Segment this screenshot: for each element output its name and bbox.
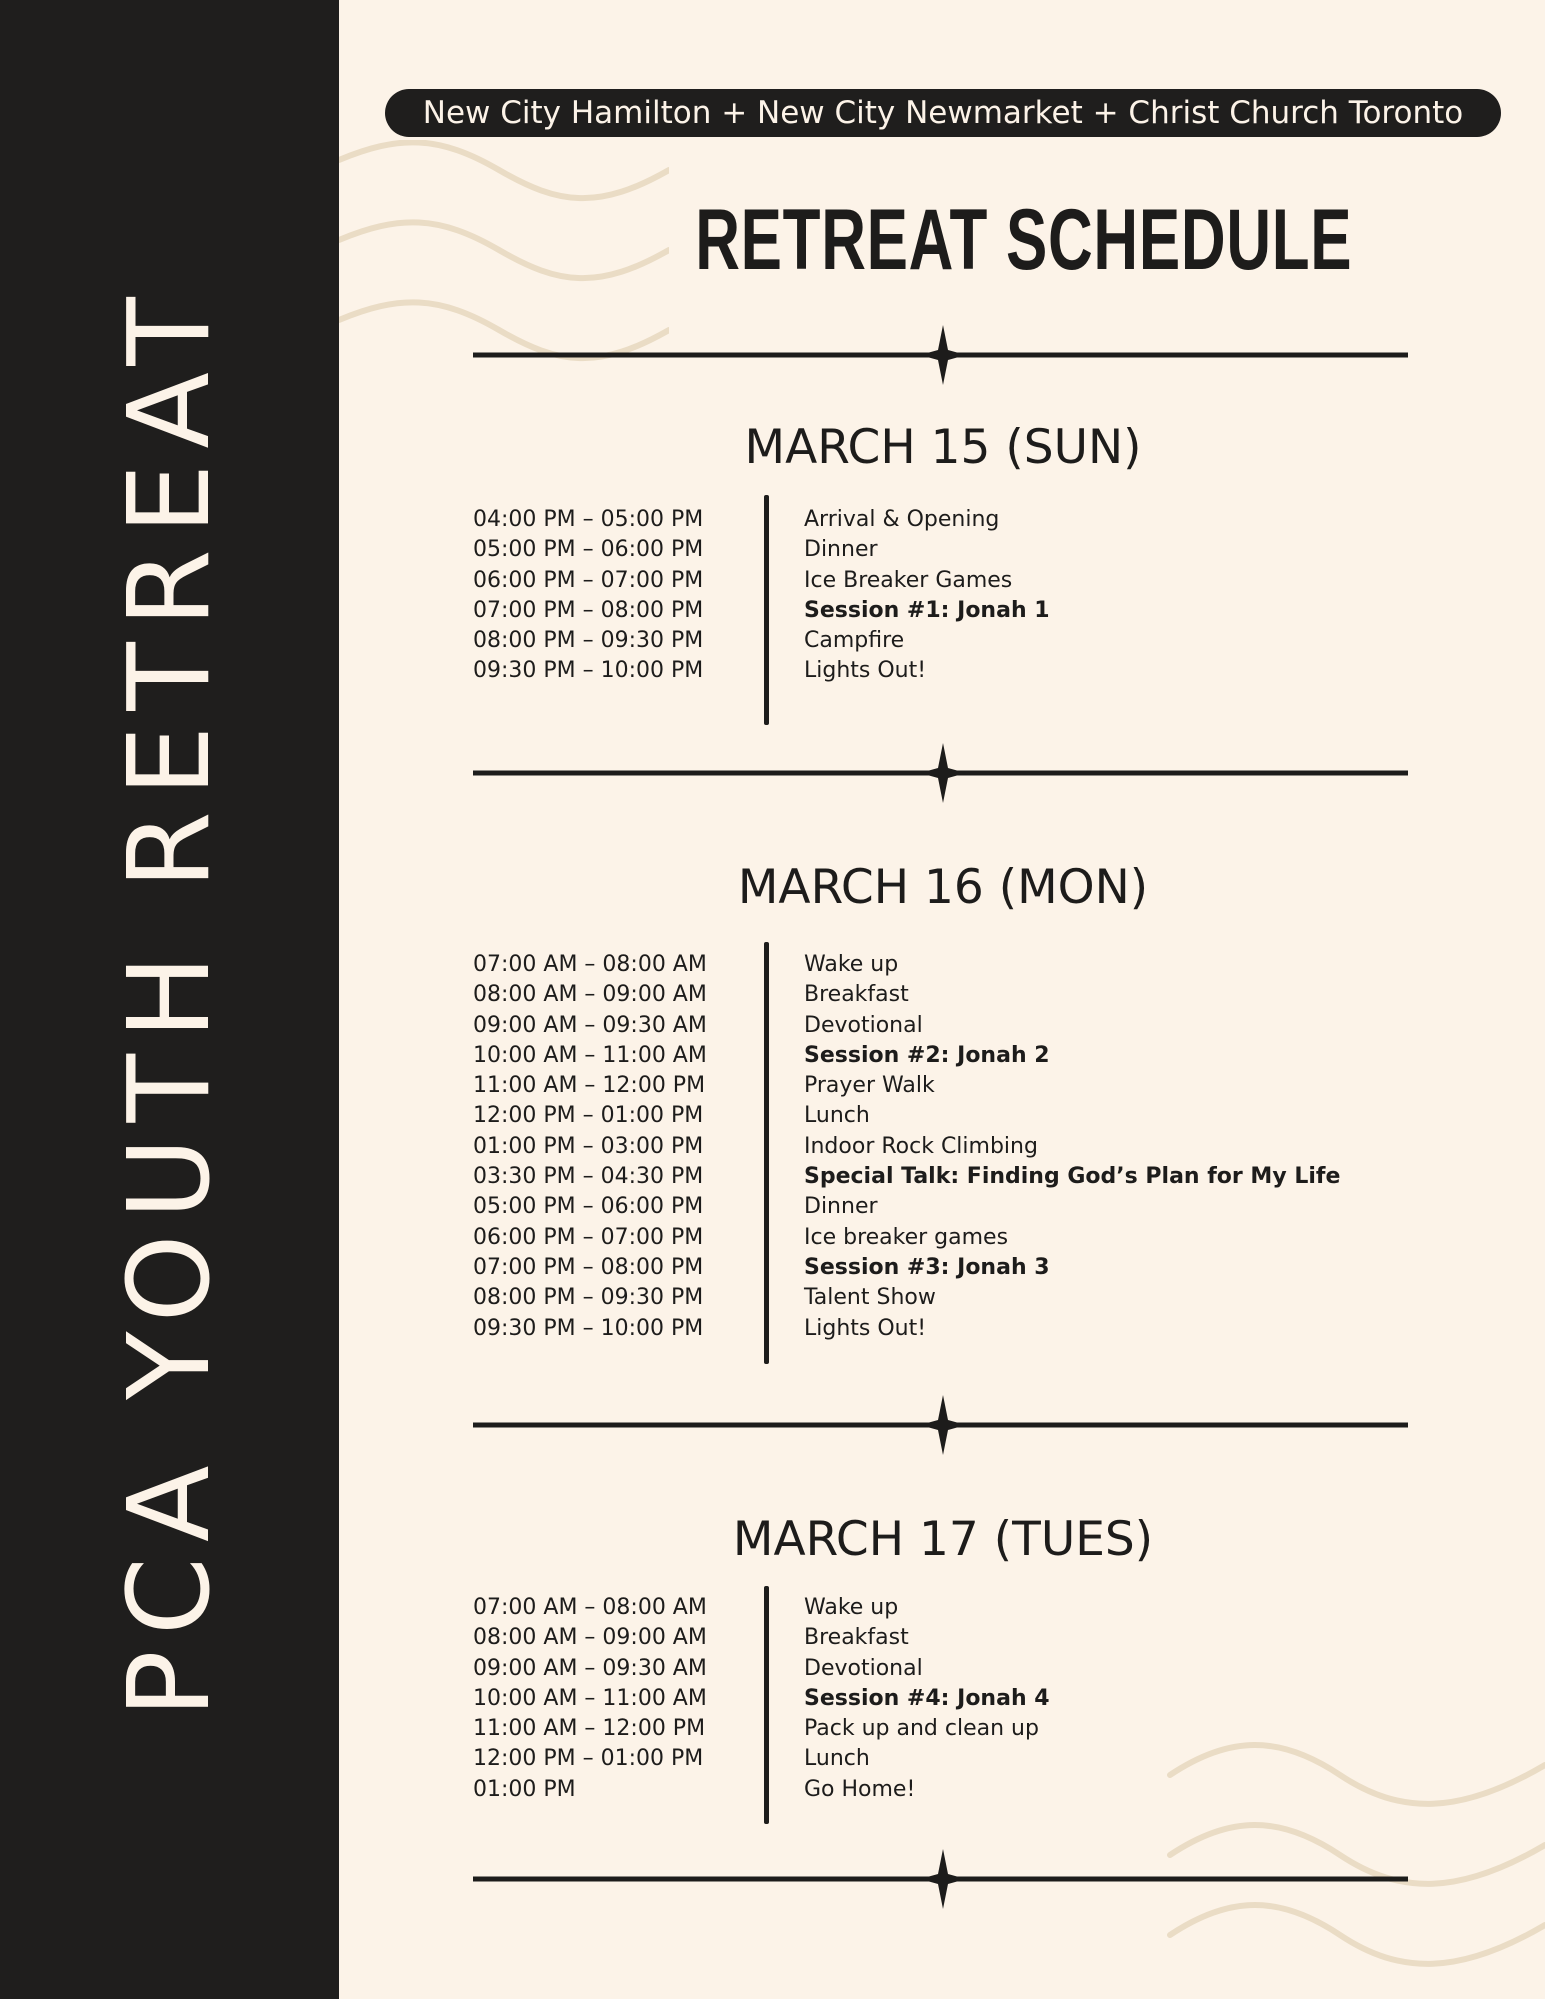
day-3-times xyxy=(473,1593,707,1805)
schedule-event: Wake up xyxy=(804,952,899,977)
time-slot: 11:00 AM – 12:00 PM xyxy=(473,1073,706,1099)
sidebar xyxy=(0,0,339,1999)
time-slot: 07:00 AM – 08:00 AM xyxy=(473,1595,707,1620)
schedule-event: Devotional xyxy=(804,1012,923,1038)
time-slot: 06:00 PM – 07:00 PM xyxy=(473,1224,704,1250)
day-heading: MARCH 17 (TUES) xyxy=(732,1512,1154,1567)
time-slot: 04:00 PM – 05:00 PM xyxy=(473,507,704,532)
page-title: RETREAT SCHEDULE xyxy=(695,192,1353,288)
divider-star-4 xyxy=(473,1849,1408,1909)
schedule-event: Breakfast xyxy=(804,1625,909,1651)
column-separator xyxy=(764,1586,769,1824)
time-slot: 09:00 AM – 09:30 AM xyxy=(473,1012,707,1038)
time-slot: 08:00 PM – 09:30 PM xyxy=(473,1285,704,1311)
day-3-events xyxy=(804,1593,1050,1805)
time-slot: 07:00 PM – 08:00 PM xyxy=(473,1254,704,1280)
time-slot: 12:00 PM – 01:00 PM xyxy=(473,1103,704,1129)
schedule-event: Campfire xyxy=(804,628,905,654)
time-slot: 05:00 PM – 06:00 PM xyxy=(473,537,704,563)
schedule-event: Indoor Rock Climbing xyxy=(804,1133,1038,1159)
column-separator xyxy=(764,942,769,1364)
schedule-event: Dinner xyxy=(804,1194,878,1220)
divider-star-1 xyxy=(473,325,1408,385)
schedule-event: Lights Out! xyxy=(804,1315,927,1341)
time-slot: 12:00 PM – 01:00 PM xyxy=(473,1746,704,1772)
time-slot: 05:00 PM – 06:00 PM xyxy=(473,1194,704,1220)
time-slot: 06:00 PM – 07:00 PM xyxy=(473,567,704,593)
day-1-times xyxy=(473,505,703,687)
schedule-event: Prayer Walk xyxy=(804,1073,935,1099)
session-event: Session #3: Jonah 3 xyxy=(804,1254,1050,1280)
sidebar-title: PCA YOUTH RETREAT xyxy=(105,282,235,1718)
schedule-event: Wake up xyxy=(804,1595,899,1620)
divider-star-2 xyxy=(473,743,1408,803)
time-slot: 08:00 PM – 09:30 PM xyxy=(473,628,704,654)
day-heading: MARCH 16 (MON) xyxy=(737,860,1149,915)
day-2-times xyxy=(473,950,707,1344)
time-slot: 09:00 AM – 09:30 AM xyxy=(473,1655,707,1681)
session-event: Session #2: Jonah 2 xyxy=(804,1042,1050,1068)
time-slot: 08:00 AM – 09:00 AM xyxy=(473,982,707,1008)
session-event: Special Talk: Finding God’s Plan for My Life xyxy=(804,1164,1341,1190)
churches-banner: New City Hamilton + New City Newmarket + Christ Church Toronto xyxy=(385,89,1501,137)
schedule-event: Arrival & Opening xyxy=(804,507,1000,532)
time-slot: 07:00 AM – 08:00 AM xyxy=(473,952,707,977)
time-slot: 09:30 PM – 10:00 PM xyxy=(473,1315,704,1341)
time-slot: 01:00 PM – 03:00 PM xyxy=(473,1133,704,1159)
time-slot: 03:30 PM – 04:30 PM xyxy=(473,1164,704,1190)
time-slot: 10:00 AM – 11:00 AM xyxy=(473,1685,707,1711)
time-slot: 11:00 AM – 12:00 PM xyxy=(473,1716,706,1742)
day-1-events xyxy=(804,505,1050,687)
schedule-event: Lunch xyxy=(804,1103,870,1129)
day-2-events xyxy=(804,950,1340,1344)
schedule-event: Lights Out! xyxy=(804,658,927,684)
schedule-event: Ice breaker games xyxy=(804,1224,1009,1250)
column-separator xyxy=(764,495,769,725)
day-heading: MARCH 15 (SUN) xyxy=(744,420,1142,475)
schedule-event: Dinner xyxy=(804,537,878,563)
schedule-event: Devotional xyxy=(804,1655,923,1681)
time-slot: 07:00 PM – 08:00 PM xyxy=(473,597,704,623)
time-slot: 01:00 PM xyxy=(473,1776,576,1802)
time-slot: 09:30 PM – 10:00 PM xyxy=(473,658,704,684)
session-event: Session #4: Jonah 4 xyxy=(804,1685,1050,1711)
divider-star-3 xyxy=(473,1395,1408,1455)
time-slot: 08:00 AM – 09:00 AM xyxy=(473,1625,707,1651)
time-slot: 10:00 AM – 11:00 AM xyxy=(473,1042,707,1068)
schedule-event: Ice Breaker Games xyxy=(804,567,1013,593)
schedule-event: Pack up and clean up xyxy=(804,1716,1039,1742)
session-event: Session #1: Jonah 1 xyxy=(804,597,1050,623)
schedule-event: Lunch xyxy=(804,1746,870,1772)
schedule-event: Talent Show xyxy=(804,1285,936,1311)
schedule-event: Go Home! xyxy=(804,1776,916,1802)
schedule-event: Breakfast xyxy=(804,982,909,1008)
